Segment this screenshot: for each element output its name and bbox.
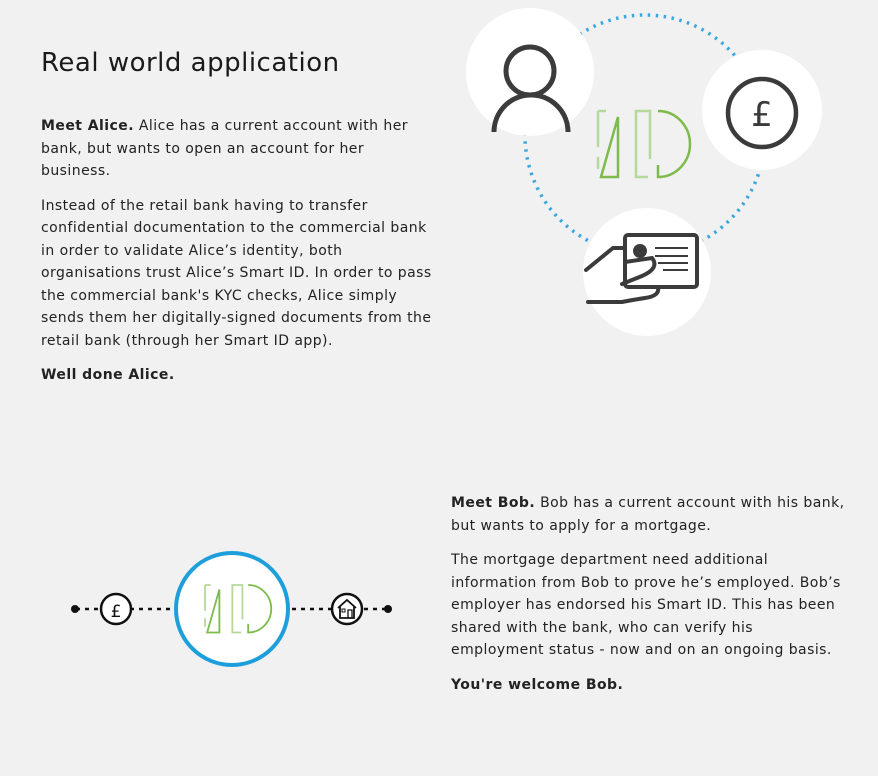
timeline-start-dot xyxy=(71,605,79,613)
smart-id-logo xyxy=(598,111,690,177)
person-icon xyxy=(466,8,594,136)
smart-id-ring xyxy=(176,553,288,665)
alice-paragraph: Instead of the retail bank having to transfer confidential documentation to the commercial bank in order to validate Alice’s identity, both organisations trust Alice’s Smart ID. In order to pass the commercial bank's KYC checks, Alice simply sends them her digitally-signed documents from the retail bank (through her Smart ID app). xyxy=(41,197,432,349)
alice-intro-text: Alice has a current account with her bank, but wants to open an account for her business. xyxy=(41,118,409,179)
alice-intro-bold: Meet Alice. xyxy=(41,118,134,134)
svg-text:£: £ xyxy=(110,602,122,622)
alice-closing: Well done Alice. xyxy=(41,367,175,383)
house-icon xyxy=(332,594,362,624)
bob-closing: You're welcome Bob. xyxy=(451,676,624,693)
timeline-end-dot xyxy=(384,605,392,613)
bob-intro-text: Bob has a current account with his bank, but wants to apply for a mortgage. xyxy=(451,495,845,534)
bob-paragraph: The mortgage department need additional information from Bob to prove he’s employed. Bob’s employer has endorsed his Smart ID. This has been shared with the bank, who can verify his employment status - now and on an ongoing basis. xyxy=(451,552,841,658)
pound-icon xyxy=(702,50,822,170)
id-card-hand-icon xyxy=(583,208,711,336)
pound-small-icon xyxy=(101,594,131,624)
svg-text:£: £ xyxy=(751,95,773,135)
page-title: Real world application xyxy=(41,48,340,78)
bob-intro-bold: Meet Bob. xyxy=(451,495,536,511)
